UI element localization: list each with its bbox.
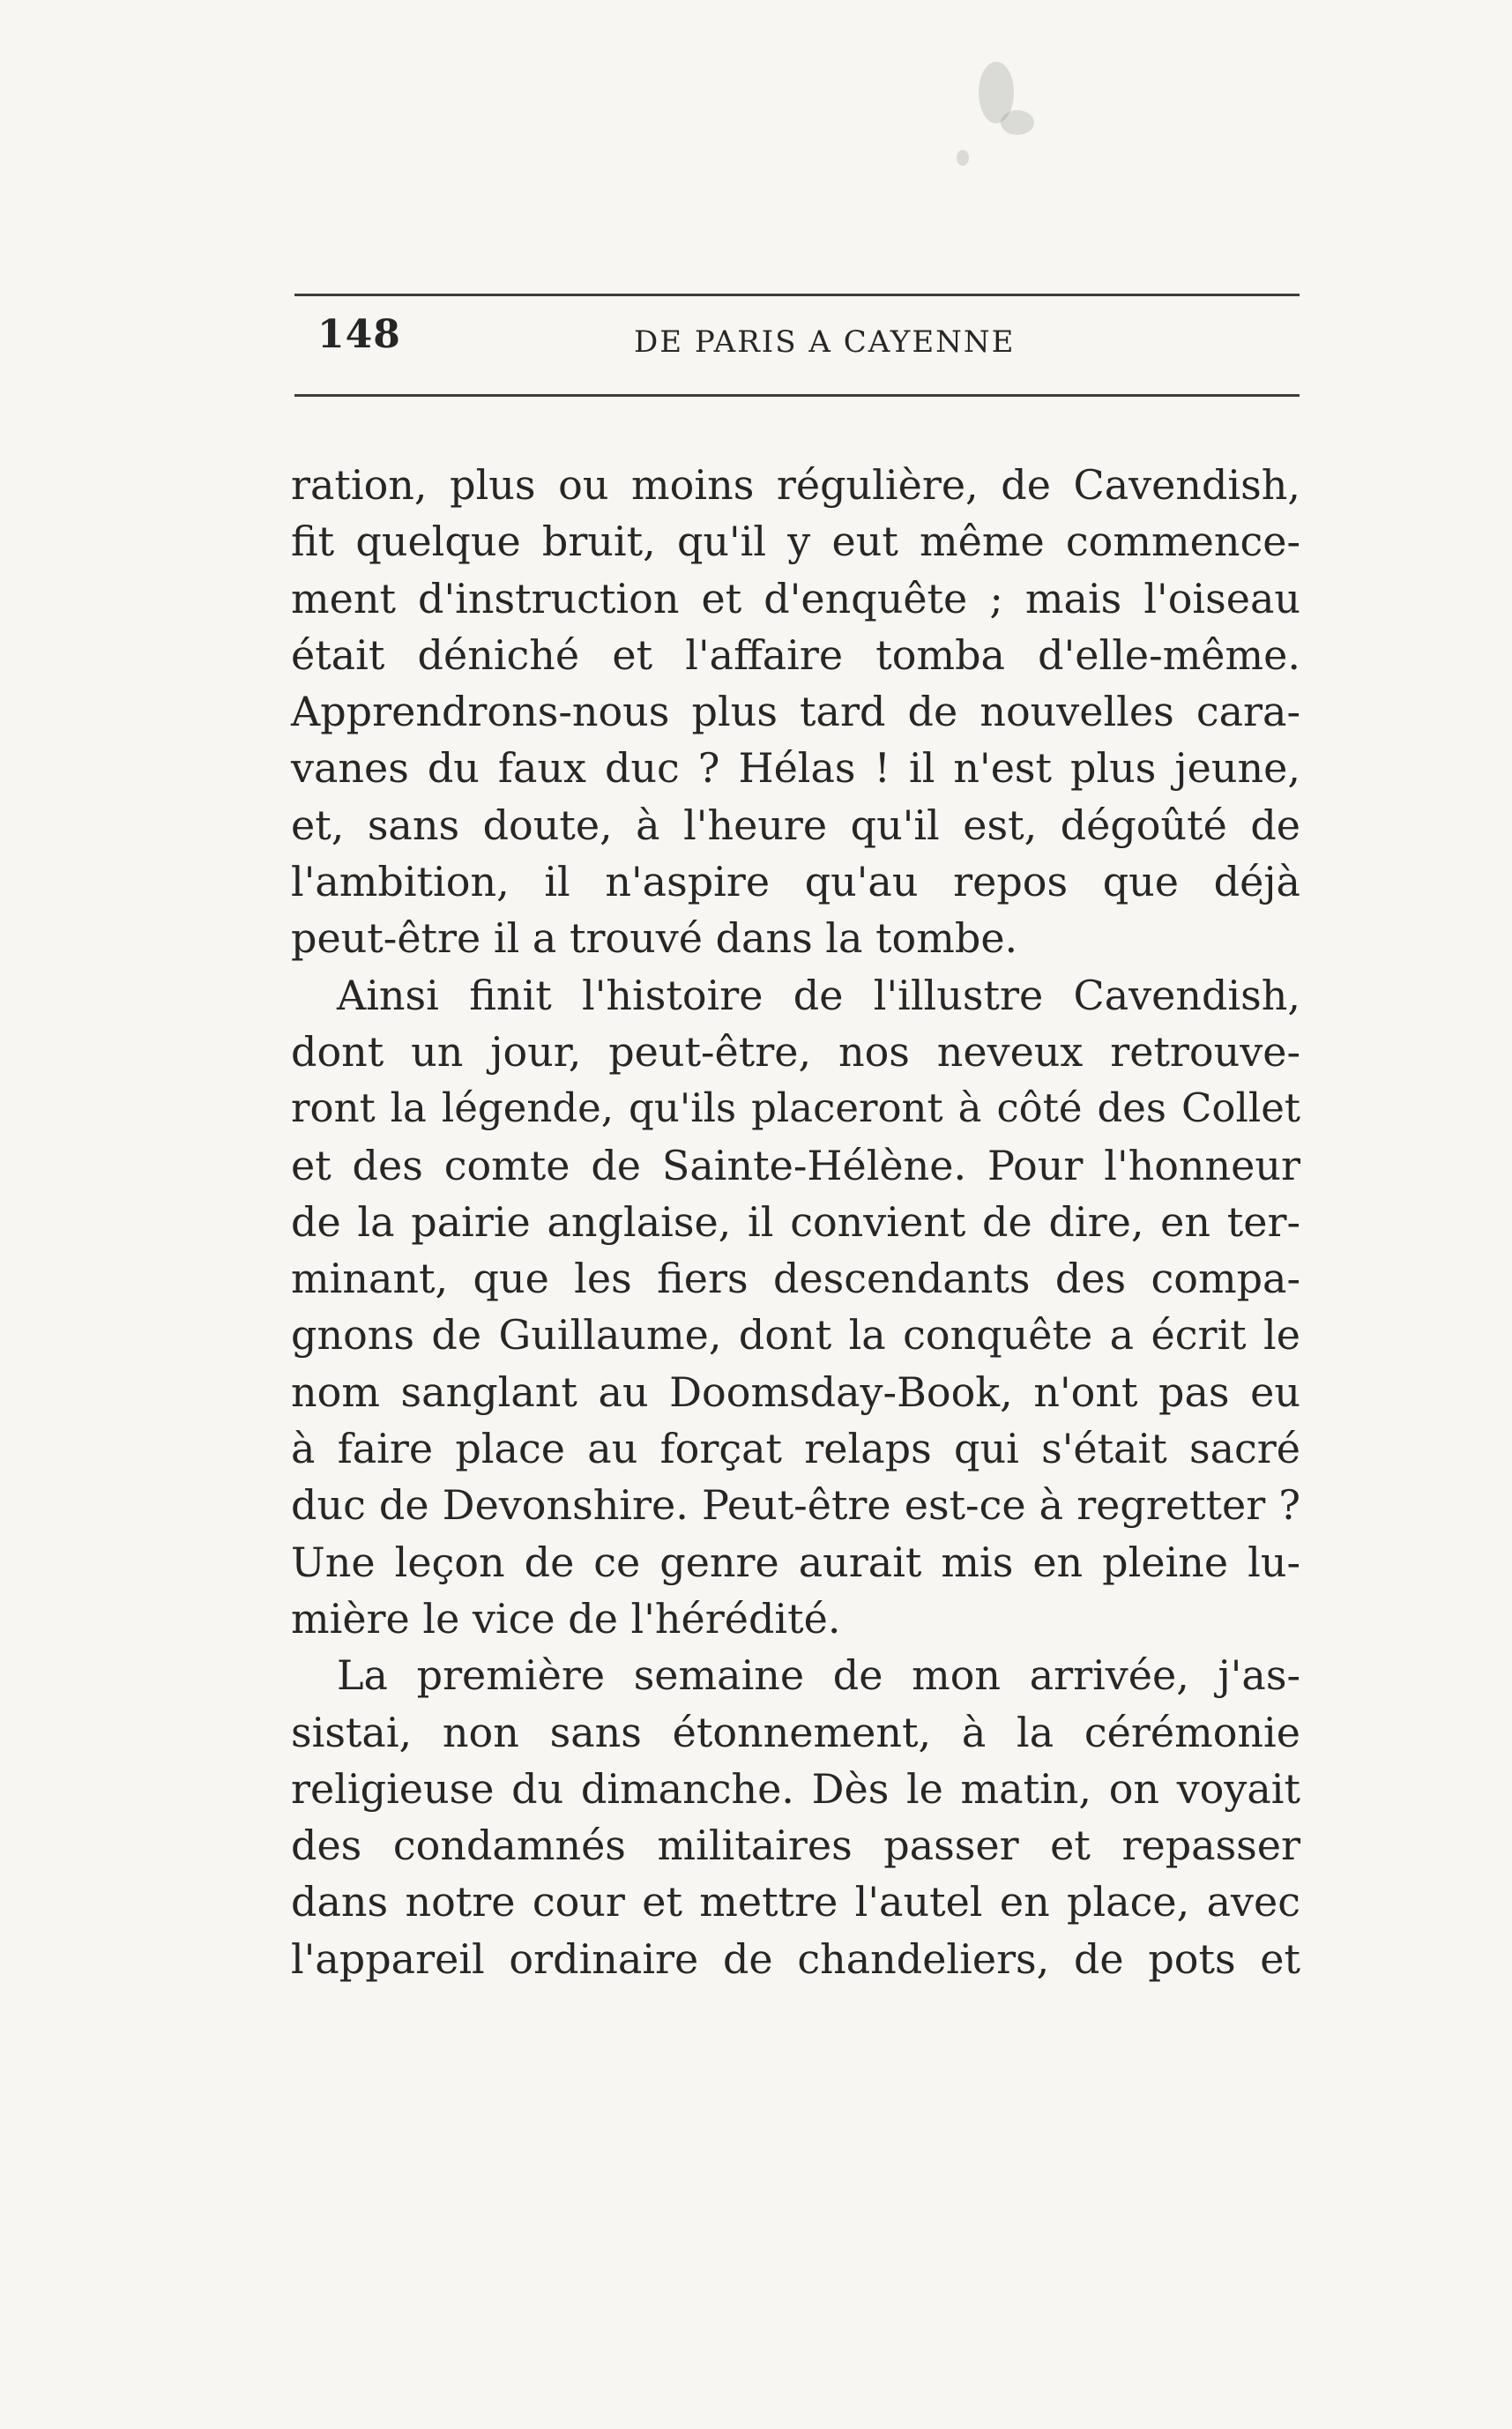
- text-line: l'appareil ordinaire de chandeliers, de pots et: [291, 1934, 1300, 1983]
- text-line: était déniché et l'affaire tomba d'elle-même.: [291, 630, 1300, 679]
- text-line: l'ambition, il n'aspire qu'au repos que déjà: [291, 858, 1300, 906]
- text-line: Une leçon de ce genre aurait mis en pleine lu-: [291, 1538, 1300, 1586]
- text-line: vanes du faux duc ? Hélas ! il n'est plus jeune,: [291, 744, 1300, 793]
- text-line: peut-être il a trouvé dans la tombe.: [291, 914, 1018, 963]
- ink-smear: [957, 150, 969, 166]
- text-line: dont un jour, peut-être, nos neveux retrouve-: [291, 1027, 1300, 1076]
- text-line: ment d'instruction et d'enquête ; mais l'oiseau: [291, 574, 1300, 622]
- text-line: de la pairie anglaise, il convient de dire, en ter-: [291, 1197, 1300, 1246]
- text-line: à faire place au forçat relaps qui s'était sacré: [291, 1425, 1300, 1473]
- text-line: des condamnés militaires passer et repasser: [291, 1822, 1300, 1870]
- paragraph: [291, 457, 1300, 967]
- text-line: Ainsi finit l'histoire de l'illustre Cavendish,: [337, 971, 1300, 1019]
- text-line: minant, que les fiers descendants des compa-: [291, 1255, 1300, 1303]
- paragraph: [291, 1647, 1300, 1987]
- text-line: mière le vice de l'hérédité.: [291, 1594, 841, 1643]
- text-line: Apprendrons-nous plus tard de nouvelles cara-: [291, 688, 1300, 736]
- text-line: duc de Devonshire. Peut-être est-ce à regretter ?: [291, 1481, 1300, 1530]
- body-text: [291, 457, 1300, 1987]
- paragraph: [291, 967, 1300, 1648]
- text-line: et, sans doute, à l'heure qu'il est, dégoûté de: [291, 801, 1300, 849]
- text-line: ront la légende, qu'ils placeront à côté des Collet: [291, 1084, 1300, 1132]
- text-line: gnons de Guillaume, dont la conquête a écrit le: [291, 1311, 1300, 1360]
- header-rule-top: [294, 294, 1300, 296]
- text-line: La première semaine de mon arrivée, j'as-: [337, 1651, 1300, 1700]
- ink-smear: [1001, 110, 1034, 135]
- text-line: fit quelque bruit, qu'il y eut même commence-: [291, 518, 1300, 566]
- page-header: [294, 309, 1300, 370]
- text-line: ration, plus ou moins régulière, de Cavendish,: [291, 461, 1300, 509]
- text-line: sistai, non sans étonnement, à la cérémonie: [291, 1708, 1300, 1756]
- text-line: dans notre cour et mettre l'autel en place, avec: [291, 1878, 1300, 1926]
- running-title: DE PARIS A CAYENNE: [634, 324, 1016, 360]
- text-line: nom sanglant au Doomsday-Book, n'ont pas eu: [291, 1367, 1300, 1416]
- header-rule-bottom: [294, 394, 1300, 397]
- text-line: et des comte de Sainte-Hélène. Pour l'honneur: [291, 1141, 1300, 1189]
- text-line: religieuse du dimanche. Dès le matin, on voyait: [291, 1764, 1300, 1813]
- page-number: 148: [317, 312, 401, 357]
